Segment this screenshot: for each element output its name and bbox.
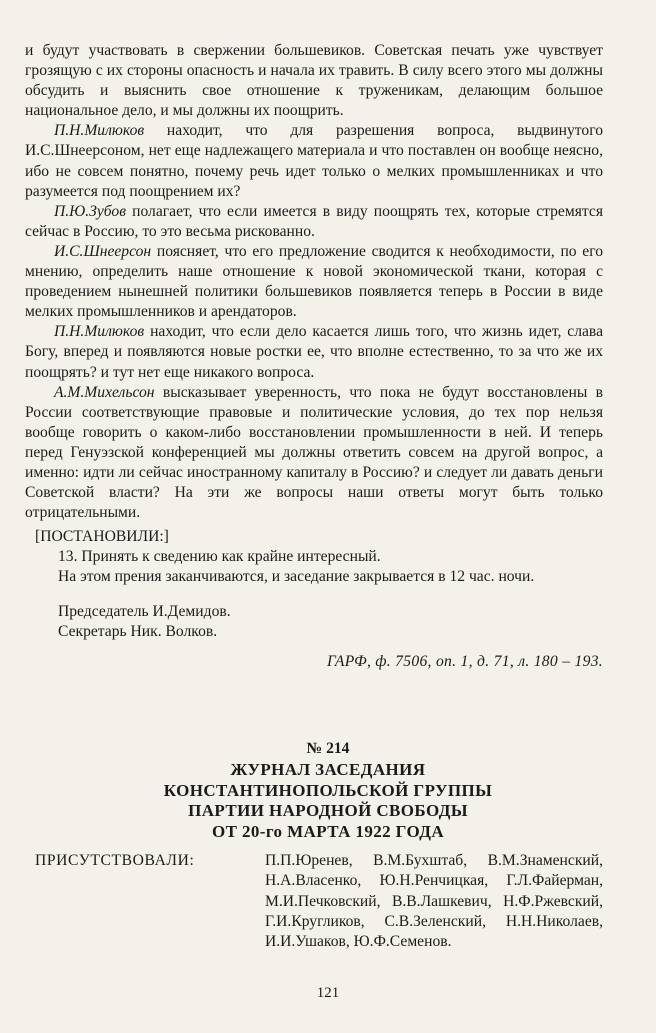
speaker-name: П.Н.Милюков	[54, 122, 145, 140]
title-line: КОНСТАНТИНОПОЛЬСКОЙ ГРУППЫ	[163, 780, 493, 800]
speaker-name: П.Ю.Зубов	[54, 202, 126, 220]
paragraph-mikhelson	[25, 383, 603, 524]
title-line: ПАРТИИ НАРОДНОЙ СВОБОДЫ	[188, 801, 468, 820]
speaker-name: П.Н.Милюков	[54, 323, 145, 341]
archive-reference: ГАРФ, ф. 7506, оп. 1, д. 71, л. 180 – 193.	[326, 652, 603, 670]
attendees-label: ПРИСУТСТВОВАЛИ:	[35, 852, 195, 869]
paragraph-milyukov-2	[25, 322, 603, 382]
speech-text: поясняет, что его предложение сводится к необходимости, по его мнению, определить наше отношение к новой экономической ткани, которая с проведением нынешней политики большевиков появляется теперь в России в виде мелких промышленников и арендаторов.	[25, 242, 603, 321]
speech-text: высказывает уверенность, что пока не будут восстановлены в России соответствующие правовые и политические условия, до тех пор нельзя вообще говорить о каком-либо восстановлении промышленности в ней. И теперь перед Генуэзской конференцией мы должны ответить совсем на другой вопрос, а именно: идти ли сейчас иностранному капиталу в Россию? и следует ли давать деньги Советской власти? На эти же вопросы наши ответы могут быть только отрицательными.	[25, 383, 603, 522]
page-number: 121	[316, 985, 340, 1001]
paragraph-continuation: и будут участвовать в свержении большевиков. Советская печать уже чувствует грозящую с их стороны опасность и начала их травить. В силу всего этого мы должны обсудить и выяснить свое отношение к труженикам, делающим большое национальное дело, и мы должны их поощрить.	[25, 42, 603, 120]
title-line: ЖУРНАЛ ЗАСЕДАНИЯ	[230, 760, 426, 779]
paragraph-zubov	[25, 202, 603, 242]
resolution-item: 13. Принять к сведению как крайне интересный.	[58, 548, 381, 566]
speech-text: находит, что для разрешения вопроса, выдвинутого И.С.Шнеерсоном, нет еще надлежащего материала и что поставлен он вообще неясно, ибо не совсем понятно, почему речь идет только о мелких промышленниках и что разумеется под поощрением их?	[25, 122, 603, 200]
paragraph-milyukov-1	[25, 121, 603, 201]
speaker-name: И.С.Шнеерсон	[54, 242, 152, 260]
speech-text: находит, что если дело касается лишь того, что жизнь идет, слава Богу, вперед и появляются новые ростки ее, что вполне естественно, то за что же их поощрять? и тут нет еще никакого вопроса.	[25, 323, 603, 381]
title-line: ОТ 20-го МАРТА 1922 ГОДА	[211, 821, 445, 841]
attendees-list: П.П.Юренев, В.М.Бухштаб, В.М.Знаменский, Н.А.Власенко, Ю.Н.Ренчицкая, Г.Л.Файерман, М.И.Печковский, В.В.Лашкевич, Н.Ф.Ржевский, Г.И.Кругликов, С.В.Зеленский, Н.Н.Николаев, И.И.Ушаков, Ю.Ф.Семенов.	[265, 852, 603, 951]
body-text	[25, 41, 603, 672]
document-title	[0, 760, 656, 842]
closing-statement: На этом прения заканчиваются, и заседание закрывается в 12 час. ночи.	[58, 568, 535, 586]
speech-text: полагает, что если имеется в виду поощрять тех, которые стремятся сейчас в Россию, то это весьма рискованно.	[25, 202, 603, 240]
resolution-heading: [ПОСТАНОВИЛИ:]	[35, 528, 169, 546]
document-number: № 214	[306, 740, 350, 757]
secretary-signature: Секретарь Ник. Волков.	[58, 622, 218, 640]
paragraph-shneerson	[25, 242, 603, 322]
speaker-name: А.М.Михельсон	[54, 383, 155, 401]
chairman-signature: Председатель И.Демидов.	[58, 602, 231, 620]
